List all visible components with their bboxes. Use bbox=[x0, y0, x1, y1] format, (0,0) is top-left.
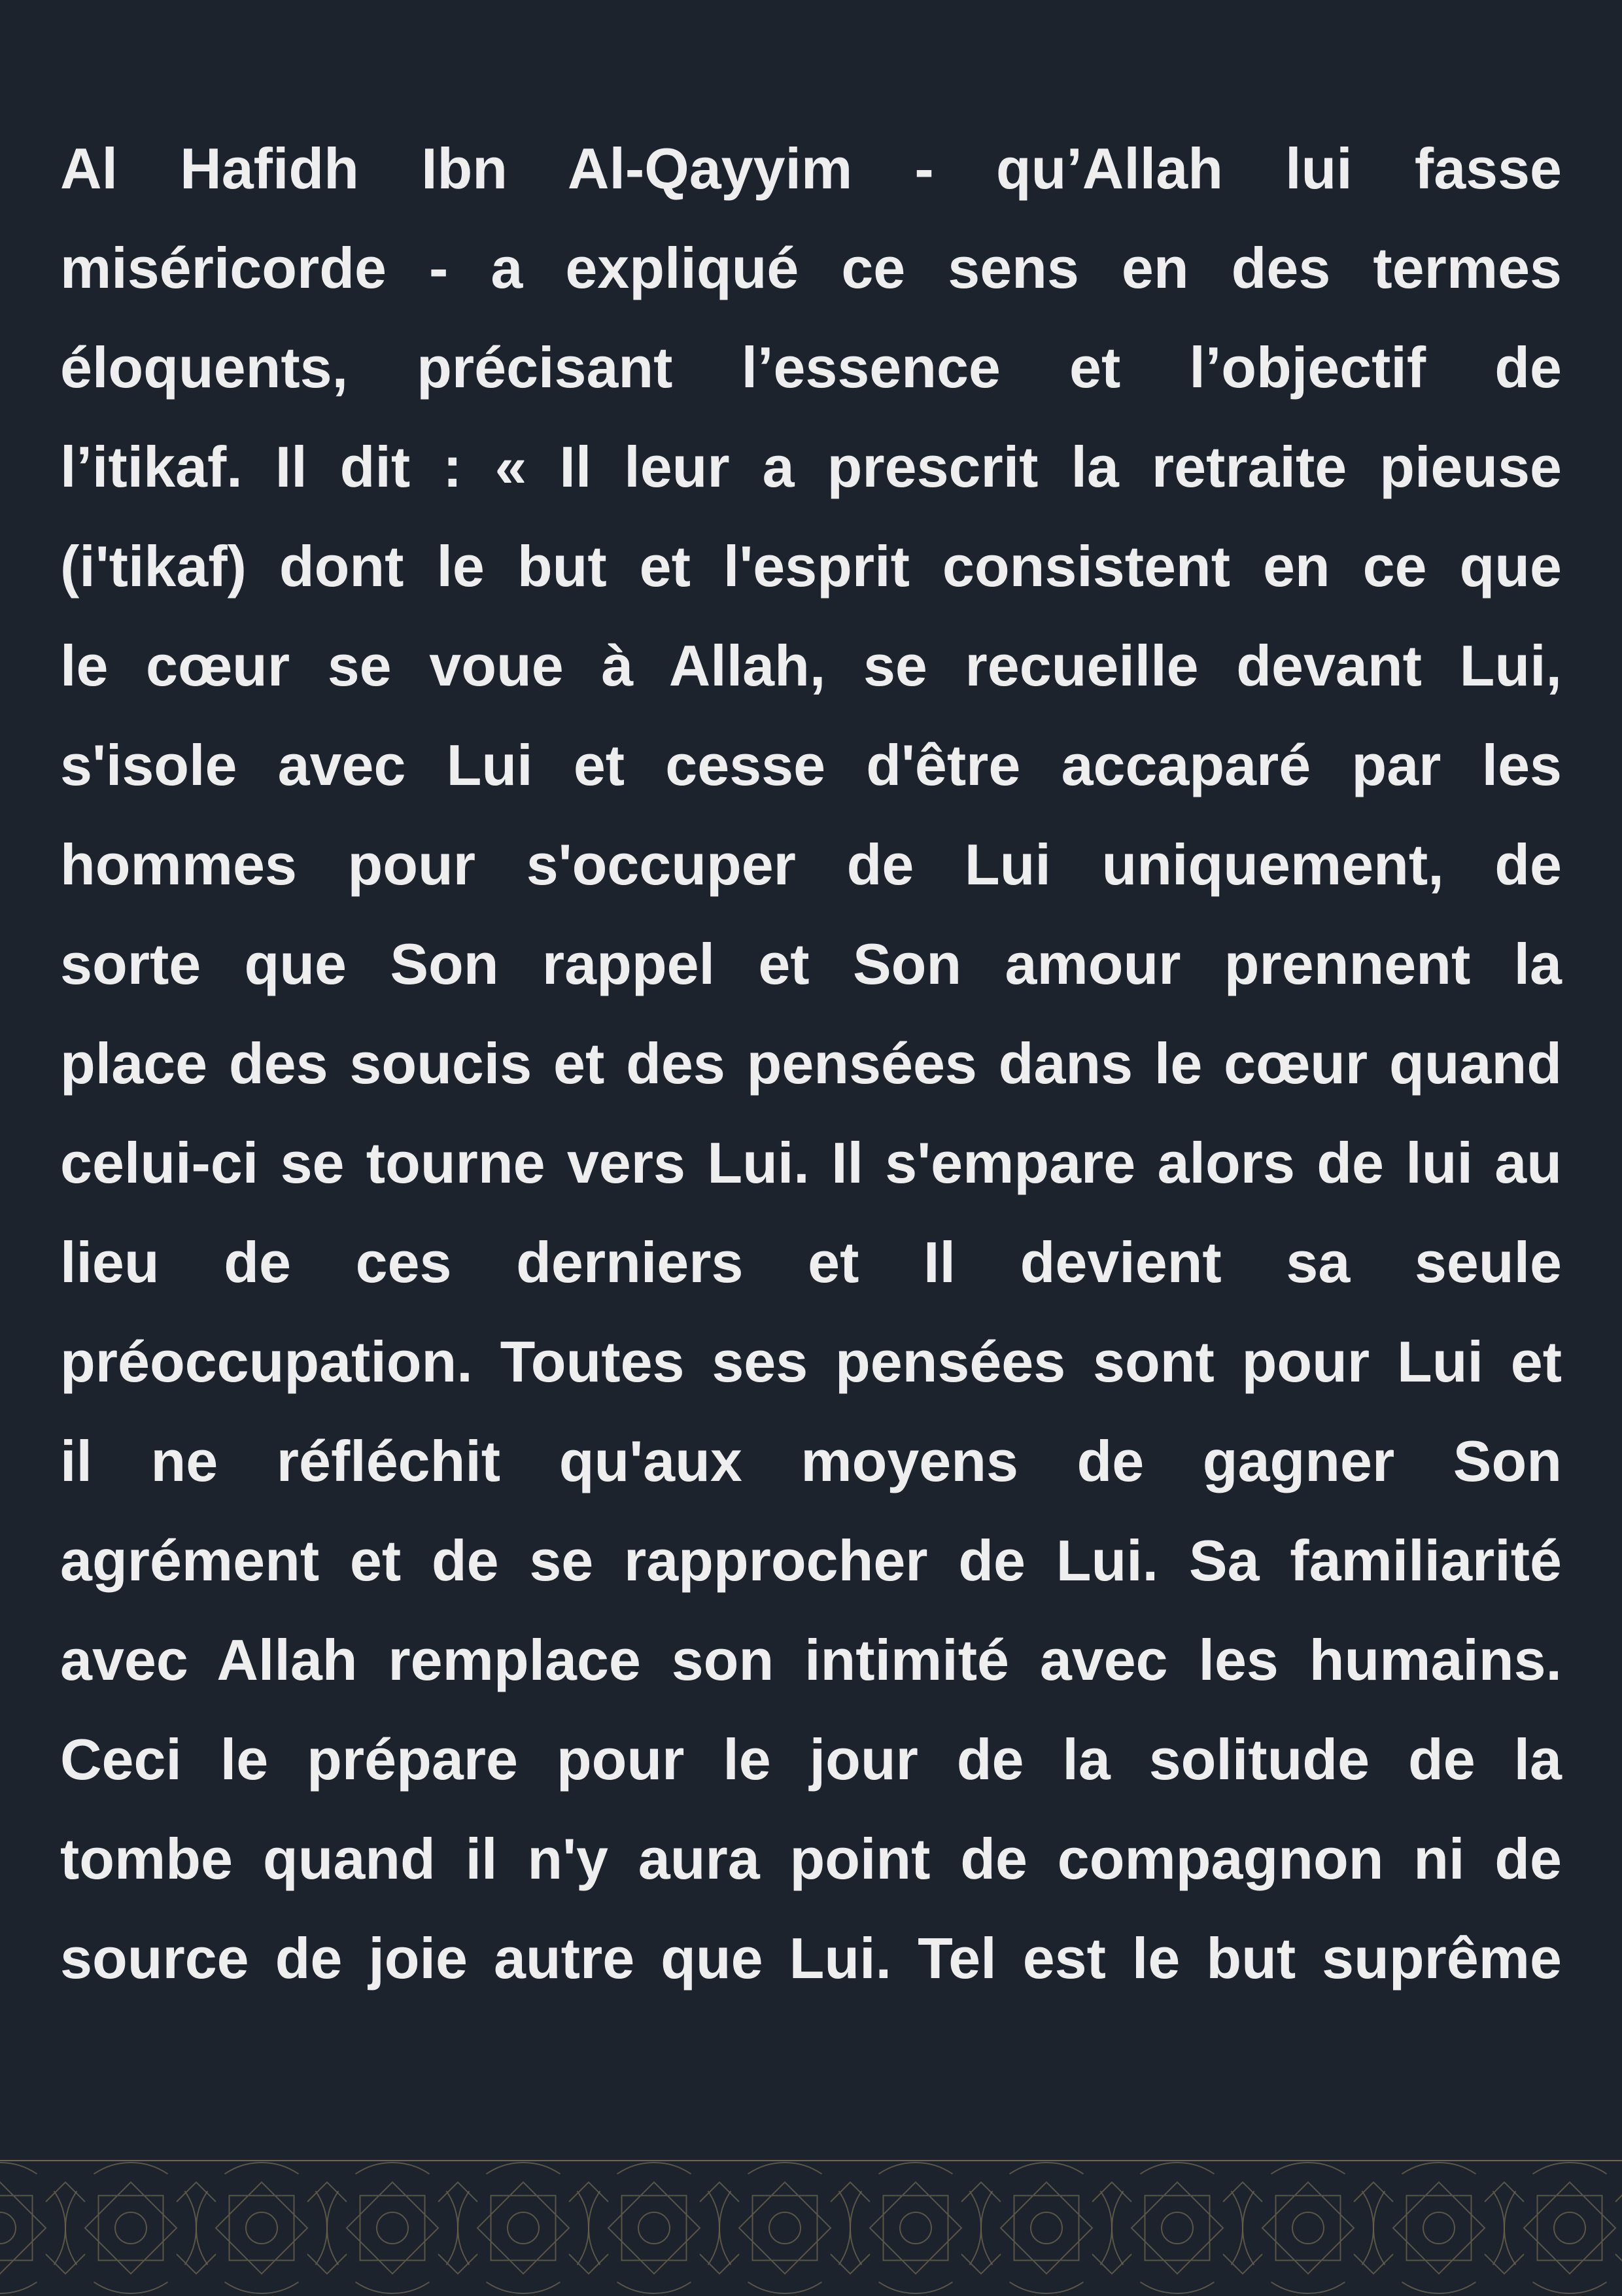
paragraph-line: s'isole avec Lui et cesse d'être accaparé par les bbox=[60, 733, 1562, 797]
footer-ornament-band bbox=[0, 2160, 1622, 2296]
body-paragraph bbox=[60, 119, 1562, 2008]
geometric-star-pattern-icon bbox=[0, 2161, 1622, 2295]
paragraph-line: préoccupation. Toutes ses pensées sont pour Lui et bbox=[60, 1329, 1562, 1394]
paragraph-line: il ne réfléchit qu'aux moyens de gagner Son bbox=[60, 1429, 1562, 1493]
paragraph-line: éloquents, précisant l’essence et l’objectif de bbox=[60, 335, 1562, 400]
paragraph-line: tombe quand il n'y aura point de compagnon ni de bbox=[60, 1826, 1562, 1891]
paragraph-line: source de joie autre que Lui. Tel est le but suprême bbox=[60, 1926, 1562, 1991]
paragraph-line: le cœur se voue à Allah, se recueille devant Lui, bbox=[60, 633, 1562, 698]
paragraph-line: Al Hafidh Ibn Al-Qayyim - qu’Allah lui fasse bbox=[60, 136, 1562, 201]
paragraph-line: sorte que Son rappel et Son amour prennent la bbox=[60, 931, 1562, 996]
paragraph-line: (i'tikaf) dont le but et l'esprit consistent en ce que bbox=[60, 534, 1562, 599]
paragraph-line: l’itikaf. Il dit : « Il leur a prescrit la retraite pieuse bbox=[60, 434, 1562, 499]
paragraph-line: Ceci le prépare pour le jour de la solitude de la bbox=[60, 1727, 1562, 1792]
paragraph-line: agrément et de se rapprocher de Lui. Sa familiarité bbox=[60, 1528, 1562, 1593]
paragraph-line: avec Allah remplace son intimité avec les humains. bbox=[60, 1627, 1562, 1692]
paragraph-line: celui-ci se tourne vers Lui. Il s'empare alors de lui au bbox=[60, 1130, 1562, 1195]
paragraph-line: miséricorde - a expliqué ce sens en des termes bbox=[60, 235, 1562, 300]
paragraph-line: lieu de ces derniers et Il devient sa seule bbox=[60, 1230, 1562, 1295]
paragraph-line: hommes pour s'occuper de Lui uniquement, de bbox=[60, 832, 1562, 897]
paragraph-line: place des soucis et des pensées dans le cœur quand bbox=[60, 1031, 1562, 1096]
